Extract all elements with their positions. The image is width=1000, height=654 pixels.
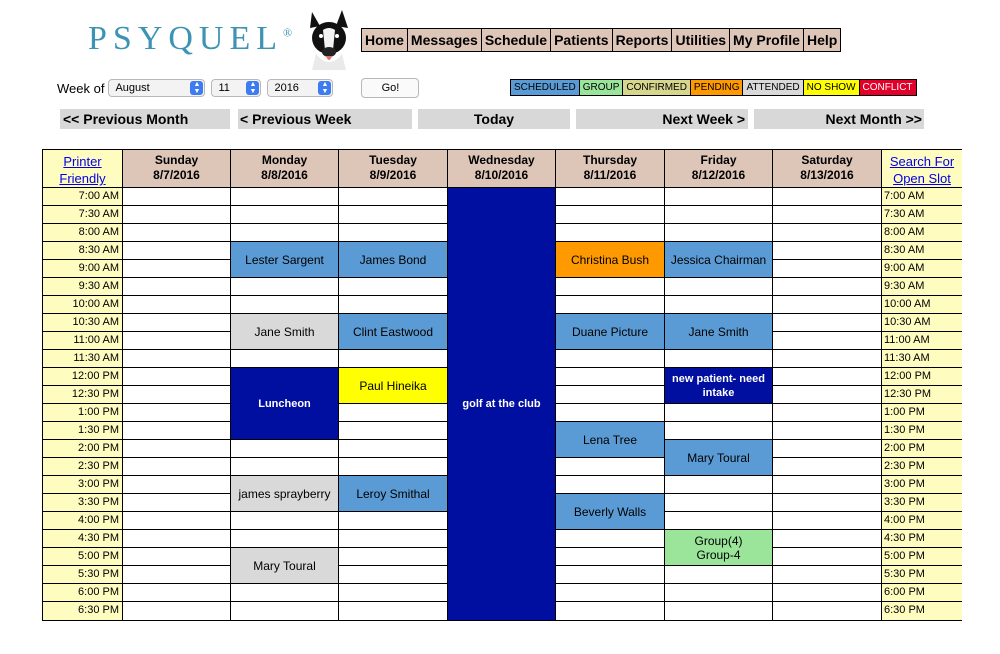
- time-slot[interactable]: [556, 188, 665, 206]
- appointment-label: Jane Smith: [254, 324, 315, 339]
- appointment-label: Jessica Chairman: [670, 252, 767, 267]
- time-label: 12:30 PM: [882, 386, 962, 404]
- time-label: 2:00 PM: [43, 440, 123, 458]
- appointment-block[interactable]: [665, 314, 773, 350]
- time-slot[interactable]: [773, 404, 882, 422]
- time-slot[interactable]: [339, 422, 448, 440]
- select-arrow-icon: ▲ ▼: [190, 81, 203, 95]
- time-slot[interactable]: [773, 278, 882, 296]
- day-header-tuesday: Tuesday 8/9/2016: [339, 150, 448, 188]
- appointment-block[interactable]: [665, 530, 773, 566]
- time-slot[interactable]: [123, 440, 231, 458]
- time-slot[interactable]: [123, 224, 231, 242]
- appointment-block[interactable]: [231, 368, 339, 440]
- time-label: 1:00 PM: [882, 404, 962, 422]
- time-label: 9:30 AM: [43, 278, 123, 296]
- time-slot[interactable]: [123, 602, 231, 620]
- time-slot[interactable]: [339, 584, 448, 602]
- calendar-grid: [42, 149, 962, 621]
- time-label: 11:00 AM: [882, 332, 962, 350]
- time-label: 9:00 AM: [882, 260, 962, 278]
- legend-attended: ATTENDED: [743, 80, 803, 95]
- time-label: 10:30 AM: [882, 314, 962, 332]
- nav-help[interactable]: Help: [806, 32, 838, 48]
- next-week-button[interactable]: Next Week >: [576, 109, 748, 129]
- time-slot[interactable]: [665, 602, 773, 620]
- time-slot[interactable]: [773, 494, 882, 512]
- time-slot[interactable]: [773, 332, 882, 350]
- week-selector: [57, 78, 419, 98]
- appointment-block[interactable]: [339, 314, 448, 350]
- day-header-monday: Monday 8/8/2016: [231, 150, 339, 188]
- time-label: 8:00 AM: [882, 224, 962, 242]
- time-slot[interactable]: [773, 242, 882, 260]
- time-slot[interactable]: [123, 368, 231, 386]
- time-label: 9:00 AM: [43, 260, 123, 278]
- time-label: 4:00 PM: [43, 512, 123, 530]
- time-slot[interactable]: [665, 278, 773, 296]
- time-slot[interactable]: [339, 206, 448, 224]
- time-slot[interactable]: [556, 350, 665, 368]
- time-slot[interactable]: [556, 458, 665, 476]
- time-label: 1:30 PM: [882, 422, 962, 440]
- time-slot[interactable]: [339, 548, 448, 566]
- time-slot[interactable]: [665, 584, 773, 602]
- time-slot[interactable]: [339, 224, 448, 242]
- time-label: 5:00 PM: [882, 548, 962, 566]
- time-label: 8:30 AM: [43, 242, 123, 260]
- time-label: 11:30 AM: [43, 350, 123, 368]
- time-slot[interactable]: [231, 296, 339, 314]
- time-slot[interactable]: [231, 278, 339, 296]
- prev-week-button[interactable]: < Previous Week: [238, 109, 412, 129]
- time-slot[interactable]: [123, 494, 231, 512]
- nav-patients[interactable]: Patients: [551, 29, 612, 51]
- today-button[interactable]: Today: [418, 109, 570, 129]
- time-slot[interactable]: [556, 368, 665, 386]
- time-slot[interactable]: [123, 242, 231, 260]
- time-label: 9:30 AM: [882, 278, 962, 296]
- time-slot[interactable]: [123, 278, 231, 296]
- time-slot[interactable]: [339, 404, 448, 422]
- time-slot[interactable]: [339, 530, 448, 548]
- select-arrow-icon: ▲ ▼: [318, 81, 331, 95]
- time-slot[interactable]: [123, 350, 231, 368]
- appointment-block[interactable]: [556, 314, 665, 350]
- appointment-label: Luncheon: [258, 397, 311, 410]
- time-slot[interactable]: [556, 296, 665, 314]
- appointment-block[interactable]: [339, 368, 448, 404]
- time-slot[interactable]: [665, 512, 773, 530]
- time-slot[interactable]: [773, 296, 882, 314]
- time-slot[interactable]: [339, 602, 448, 620]
- time-slot[interactable]: [773, 368, 882, 386]
- time-slot[interactable]: [773, 566, 882, 584]
- time-slot[interactable]: [123, 188, 231, 206]
- search-open-slot-link[interactable]: Search For Open Slot: [889, 154, 955, 186]
- appointment-block[interactable]: [556, 242, 665, 278]
- time-slot[interactable]: [773, 458, 882, 476]
- time-label: 11:00 AM: [43, 332, 123, 350]
- time-slot[interactable]: [556, 386, 665, 404]
- time-label: 4:30 PM: [882, 530, 962, 548]
- time-slot[interactable]: [123, 404, 231, 422]
- day-header-sunday: Sunday 8/7/2016: [123, 150, 231, 188]
- time-slot[interactable]: [556, 278, 665, 296]
- appointment-label: Christina Bush: [570, 252, 650, 267]
- appointment-label: golf at the club: [462, 398, 541, 410]
- time-label: 5:00 PM: [43, 548, 123, 566]
- appointment-block[interactable]: [665, 368, 773, 404]
- appointment-block[interactable]: [556, 422, 665, 458]
- time-slot[interactable]: [231, 530, 339, 548]
- time-label: 4:00 PM: [882, 512, 962, 530]
- time-label: 2:30 PM: [43, 458, 123, 476]
- time-slot[interactable]: [123, 548, 231, 566]
- week-of-label: Week of: [57, 80, 105, 96]
- time-label: 1:30 PM: [43, 422, 123, 440]
- status-legend: [510, 79, 917, 96]
- time-label: 5:30 PM: [43, 566, 123, 584]
- appointment-label: Lester Sargent: [245, 252, 324, 267]
- appointment-block[interactable]: [556, 494, 665, 530]
- time-slot[interactable]: [773, 422, 882, 440]
- legend-pending: PENDING: [691, 80, 744, 95]
- time-slot[interactable]: [773, 476, 882, 494]
- appointment-block[interactable]: [231, 548, 339, 584]
- time-slot[interactable]: [123, 296, 231, 314]
- time-slot[interactable]: [665, 296, 773, 314]
- time-slot[interactable]: [773, 188, 882, 206]
- time-label: 10:00 AM: [882, 296, 962, 314]
- time-slot[interactable]: [123, 530, 231, 548]
- time-label: 12:30 PM: [43, 386, 123, 404]
- nav-utilities[interactable]: Utilities: [672, 29, 730, 51]
- main-nav: [361, 28, 841, 52]
- appointment-label: Leroy Smithal: [356, 486, 430, 501]
- time-label: 8:30 AM: [882, 242, 962, 260]
- time-slot[interactable]: [231, 602, 339, 620]
- time-slot[interactable]: [339, 278, 448, 296]
- time-slot[interactable]: [231, 206, 339, 224]
- time-label: 6:00 PM: [43, 584, 123, 602]
- appointment-block[interactable]: [339, 242, 448, 278]
- nav-my-profile[interactable]: My Profile: [730, 29, 804, 51]
- time-label: 10:00 AM: [43, 296, 123, 314]
- legend-conflict: CONFLICT: [860, 80, 916, 95]
- appointment-label: James Bond: [359, 252, 427, 267]
- time-slot[interactable]: [773, 386, 882, 404]
- time-slot[interactable]: [123, 476, 231, 494]
- appointment-label: Paul Hineika: [359, 378, 427, 393]
- appointment-label: new patient- need intake: [672, 372, 765, 399]
- time-slot[interactable]: [665, 494, 773, 512]
- search-open-slot-cell: [882, 150, 962, 188]
- time-slot[interactable]: [123, 422, 231, 440]
- time-slot[interactable]: [773, 548, 882, 566]
- time-slot[interactable]: [123, 332, 231, 350]
- time-slot[interactable]: [231, 458, 339, 476]
- time-slot[interactable]: [773, 440, 882, 458]
- time-label: 12:00 PM: [882, 368, 962, 386]
- time-label: 2:30 PM: [882, 458, 962, 476]
- time-slot[interactable]: [665, 206, 773, 224]
- legend-confirmed: CONFIRMED: [623, 80, 691, 95]
- time-slot[interactable]: [339, 440, 448, 458]
- time-slot[interactable]: [773, 530, 882, 548]
- day-select[interactable]: 11 ▲ ▼: [211, 79, 261, 97]
- time-slot[interactable]: [556, 566, 665, 584]
- time-slot[interactable]: [665, 188, 773, 206]
- appointment-label: Lena Tree: [582, 432, 638, 447]
- time-slot[interactable]: [556, 530, 665, 548]
- time-slot[interactable]: [556, 602, 665, 620]
- time-label: 7:00 AM: [882, 188, 962, 206]
- time-label: 6:30 PM: [43, 602, 123, 620]
- appointment-label: Jane Smith: [688, 324, 749, 339]
- next-month-button[interactable]: Next Month >>: [754, 109, 924, 129]
- time-slot[interactable]: [773, 602, 882, 620]
- nav-messages[interactable]: Messages: [408, 29, 482, 51]
- go-button[interactable]: Go!: [361, 78, 419, 98]
- day-header-friday: Friday 8/12/2016: [665, 150, 773, 188]
- time-slot[interactable]: [665, 224, 773, 242]
- appointment-block[interactable]: [665, 242, 773, 278]
- time-slot[interactable]: [556, 584, 665, 602]
- appointment-label: james sprayberry: [238, 486, 331, 501]
- time-slot[interactable]: [665, 476, 773, 494]
- time-slot[interactable]: [556, 548, 665, 566]
- appointment-label: Group(4) Group-4: [694, 533, 743, 562]
- time-slot[interactable]: [123, 206, 231, 224]
- time-slot[interactable]: [123, 566, 231, 584]
- time-label: 1:00 PM: [43, 404, 123, 422]
- time-slot[interactable]: [339, 566, 448, 584]
- appointment-block[interactable]: [231, 476, 339, 512]
- time-label: 3:30 PM: [882, 494, 962, 512]
- logo-text: PSYQUEL®: [88, 20, 293, 57]
- select-arrow-icon: ▲ ▼: [246, 81, 259, 95]
- time-slot[interactable]: [123, 314, 231, 332]
- time-label: 11:30 AM: [882, 350, 962, 368]
- appointment-label: Duane Picture: [571, 324, 649, 339]
- time-slot[interactable]: [773, 206, 882, 224]
- time-slot[interactable]: [231, 584, 339, 602]
- printer-friendly-cell: [43, 150, 123, 188]
- appointment-label: Mary Toural: [687, 450, 750, 465]
- time-slot[interactable]: [339, 458, 448, 476]
- time-slot[interactable]: [339, 350, 448, 368]
- time-slot[interactable]: [123, 512, 231, 530]
- time-label: 7:30 AM: [43, 206, 123, 224]
- time-slot[interactable]: [773, 314, 882, 332]
- appointment-block[interactable]: [339, 476, 448, 512]
- legend-group: GROUP: [580, 80, 624, 95]
- time-label: 5:30 PM: [882, 566, 962, 584]
- time-label: 6:00 PM: [882, 584, 962, 602]
- time-label: 3:00 PM: [43, 476, 123, 494]
- time-label: 10:30 AM: [43, 314, 123, 332]
- printer-friendly-link[interactable]: Printer Friendly: [59, 154, 106, 186]
- time-slot[interactable]: [339, 188, 448, 206]
- time-slot[interactable]: [339, 512, 448, 530]
- time-slot[interactable]: [773, 350, 882, 368]
- appointment-label: Mary Toural: [253, 558, 316, 573]
- month-select[interactable]: August ▲ ▼: [108, 79, 205, 97]
- time-slot[interactable]: [556, 224, 665, 242]
- day-header-saturday: Saturday 8/13/2016: [773, 150, 882, 188]
- time-slot[interactable]: [773, 512, 882, 530]
- time-slot[interactable]: [665, 422, 773, 440]
- time-slot[interactable]: [556, 476, 665, 494]
- time-slot[interactable]: [231, 224, 339, 242]
- nav-reports[interactable]: Reports: [613, 29, 673, 51]
- nav-schedule[interactable]: Schedule: [482, 29, 551, 51]
- time-label: 3:30 PM: [43, 494, 123, 512]
- year-select[interactable]: 2016 ▲ ▼: [267, 79, 333, 97]
- prev-month-button[interactable]: << Previous Month: [60, 109, 230, 129]
- time-slot[interactable]: [231, 440, 339, 458]
- time-label: 3:00 PM: [882, 476, 962, 494]
- time-slot[interactable]: [339, 296, 448, 314]
- time-slot[interactable]: [665, 350, 773, 368]
- psyquel-logo: [88, 8, 358, 68]
- appointment-block[interactable]: [448, 188, 556, 620]
- time-slot[interactable]: [773, 260, 882, 278]
- time-slot[interactable]: [123, 260, 231, 278]
- appointment-label: Clint Eastwood: [352, 324, 434, 339]
- time-label: 7:00 AM: [43, 188, 123, 206]
- day-header-thursday: Thursday 8/11/2016: [556, 150, 665, 188]
- appointment-block[interactable]: [231, 314, 339, 350]
- time-slot[interactable]: [665, 566, 773, 584]
- time-label: 4:30 PM: [43, 530, 123, 548]
- time-label: 12:00 PM: [43, 368, 123, 386]
- time-slot[interactable]: [123, 386, 231, 404]
- time-label: 2:00 PM: [882, 440, 962, 458]
- time-slot[interactable]: [231, 350, 339, 368]
- time-slot[interactable]: [773, 584, 882, 602]
- dog-mascot-icon: [300, 8, 358, 70]
- time-slot[interactable]: [123, 584, 231, 602]
- legend-no-show: NO SHOW: [804, 80, 860, 95]
- day-header-wednesday: Wednesday 8/10/2016: [448, 150, 556, 188]
- time-slot[interactable]: [665, 404, 773, 422]
- time-label: 6:30 PM: [882, 602, 962, 620]
- appointment-block[interactable]: [665, 440, 773, 476]
- appointment-block[interactable]: [231, 242, 339, 278]
- time-slot[interactable]: [123, 458, 231, 476]
- time-slot[interactable]: [773, 224, 882, 242]
- time-slot[interactable]: [231, 512, 339, 530]
- legend-scheduled: SCHEDULED: [511, 80, 580, 95]
- nav-home[interactable]: Home: [362, 29, 408, 51]
- time-label: 8:00 AM: [43, 224, 123, 242]
- time-slot[interactable]: [556, 404, 665, 422]
- time-slot[interactable]: [231, 188, 339, 206]
- time-label: 7:30 AM: [882, 206, 962, 224]
- time-slot[interactable]: [556, 206, 665, 224]
- appointment-label: Beverly Walls: [573, 504, 647, 519]
